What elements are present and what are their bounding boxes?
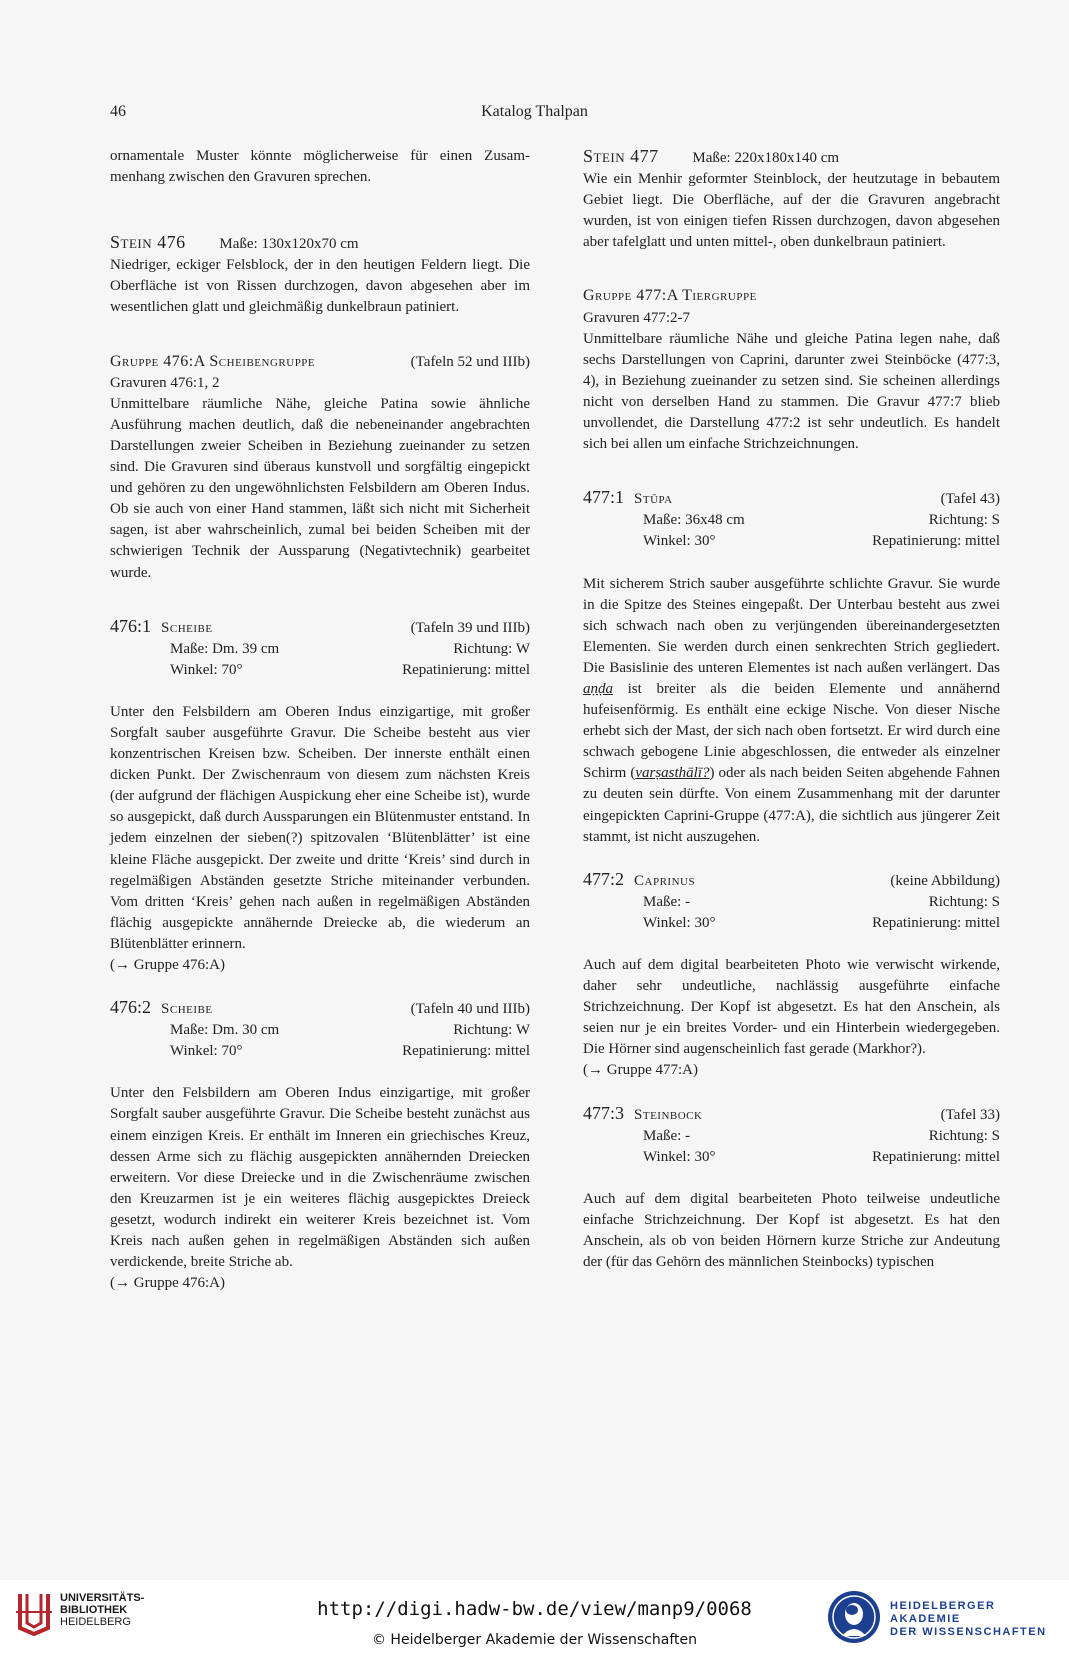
ub-line-1: UNIVERSITÄTS- [60, 1592, 145, 1604]
stein-476-description: Niedriger, eckiger Felsblock, der in den heutigen Feldern liegt. Die Oberfläche ist von Rissen durchzogen, davon abgesehen aber im wesentlichen glatt und gleichmäßig dunkelbraun patiniert. [110, 257, 530, 316]
entry-477-2-meta-row2 [583, 913, 1000, 934]
hadw-line-1: HEIDELBERGER AKADEMIE [890, 1600, 996, 1625]
entry-477-2-repatinierung: Repatinierung: mittel [872, 914, 1000, 931]
copyright-notice: © Heidelberger Akademie der Wissenschaften [371, 1632, 697, 1648]
entry-476-2-masse: Maße: Dm. 30 cm [170, 1022, 280, 1039]
entry-476-1-masse: Maße: Dm. 39 cm [170, 640, 280, 657]
right-column [583, 146, 1000, 1273]
entry-477-2-reference: (→ Gruppe 477:A) [583, 1062, 698, 1079]
entry-477-1-meta-row1 [583, 510, 1000, 531]
entry-477-2-description: Auch auf dem digital bearbeiteten Photo wie verwischt wirkende, daher sehr undeutliche, nachlässig ausgeführte einfache Strichzeichnung. Der Kopf ist abgesetzt. Es hat den Anschein, als seien nur je ein breites Vorder- und ein Hinterbein wiedergegeben. Die Hörner sind augenscheinlich fast gerade (Markhor?). [583, 957, 1000, 1058]
entry-477-1-masse: Maße: 36x48 cm [643, 512, 745, 529]
gruppe-476-heading [110, 351, 530, 373]
gruppe-477-gravuren: Gravuren 477:2-7 [583, 309, 691, 326]
entry-476-1-id: 476:1 [110, 615, 152, 636]
entry-477-2-id: 477:2 [583, 868, 625, 889]
entry-477-1-richtung: Richtung: S [928, 512, 1000, 529]
entry-477-1-tafeln: (Tafel 43) [940, 491, 1000, 508]
entry-477-2-masse: Maße: - [643, 893, 691, 910]
entry-477-3-meta-row2 [583, 1147, 1000, 1168]
page-number: 46 [110, 103, 126, 120]
entry-476-1-repatinierung: Repatinierung: mittel [402, 661, 530, 678]
stein-476-measures: Maße: 130x120x70 cm [219, 236, 359, 253]
left-column [110, 146, 530, 1294]
entry-477-3-heading [583, 1103, 1000, 1126]
footer-bar [0, 1580, 1069, 1659]
stein-477-description: Wie ein Menhir geformter Steinblock, der heutzutage in bebautem Gebiet liegt. Die Oberfläche, auf der die Gravuren angebracht wurden, ist von einigen tiefen Rissen durchzogen, davon abgesehen aber tafelglatt und unten mittel-, oben dunkelbraun patiniert. [583, 171, 1000, 251]
entry-477-3-id: 477:3 [583, 1102, 625, 1123]
intro-paragraph: ornamentale Muster könnte möglicherweise für einen Zusammenhang zwischen den Gravuren sprechen. [110, 148, 530, 186]
stein-476-label: Stein 476 [110, 232, 186, 253]
entry-477-1-text-c: ) oder als nach beiden Seiten abgehende Fahnen zu deuten sein dürfte. Von einem Zusammenhang mit der darunter eingepickten Caprini-Gruppe (477:A), die sichtlich aus jüngerer Zeit stammt, ist nicht auszugehen. [583, 765, 1001, 845]
entry-477-2-richtung: Richtung: S [928, 893, 1000, 910]
gruppe-476-description: Unmittelbare räumliche Nähe, gleiche Patina sowie ähnliche Ausführung machen deutlich, daß die nebeneinander angebrachten Darstellungen zweier Scheiben in Beziehung zueinander zu setzen sind. Die Gravuren sind überaus kunstvoll und sorgfältig eingepickt und gehören zu den ungewöhnlichsten Felsbildern am Oberen Indus. Ob sie auch von einer Hand stammen, läßt sich nicht mit Sicherheit sagen, ist aber wahrscheinlich, zumal bei beiden Scheiben mit der schwierigen Technik der Aussparung (Negativtechnik) gearbeitet wurde. [110, 395, 530, 581]
anda-term: aṇḍa [583, 680, 613, 697]
entry-476-2-meta-row2 [110, 1041, 530, 1062]
academy-seal-icon [826, 1588, 882, 1646]
stein-477-label: Stein 477 [583, 146, 659, 166]
stein-476-heading [110, 232, 530, 255]
entry-476-2-description: Unter den Felsbildern am Oberen Indus einzigartige, mit großer Sorgfalt sauber ausgeführte Gravur. Die Scheibe besteht zunächst aus einem einzigen Kreis. Er enthält im Inneren ein griechisches Kreuz, dessen Arme sich zu flächig ausgepickten annähernden Dreiecken erweitern. Vor diese Dreiecke und in die Zwischenräume zwischen den Kreuzarmen ist je ein weiteres flächig ausgepicktes Dreieck gesetzt, wodurch indirekt ein weiterer Kreis bezeichnet ist. Vom Kreis nach außen gehen in regelmäßigen Abständen sich außen verdickende, breite Striche ab. [110, 1085, 530, 1271]
running-title: Katalog Thalpan [481, 103, 588, 120]
entry-476-2-repatinierung: Repatinierung: mittel [402, 1043, 530, 1060]
entry-476-1-name: Scheibe [161, 619, 213, 636]
entry-477-1-id: 477:1 [583, 487, 625, 508]
entry-476-2-reference: (→ Gruppe 476:A) [110, 1275, 225, 1292]
varsasthali-term: varṣasthālī? [635, 765, 710, 782]
entry-477-1-repatinierung: Repatinierung: mittel [872, 533, 1000, 550]
stein-477-measures: Maße: 220x180x140 cm [692, 150, 840, 166]
entry-477-1-meta-row2 [583, 531, 1000, 552]
entry-476-1-meta-row1 [110, 639, 530, 660]
entry-476-2-meta-row1 [110, 1020, 530, 1041]
entry-477-3-meta-row1 [583, 1126, 1000, 1147]
stein-477-heading [583, 146, 1000, 169]
entry-476-1-heading [110, 616, 530, 639]
gruppe-477-description: Unmittelbare räumliche Nähe und gleiche Patina legen nahe, daß sechs Darstellungen von Caprini, darunter zwei Steinböcke (477:3, 4), in Beziehung zueinander zu setzen sind. Sie scheinen allerdings nicht von derselben Hand zu stammen. Die Gravur 477:7 blieb unvollendet, die Darstellung 477:2 ist sehr undeutlich. Es handelt sich bei allen um einfache Strichzeichnungen. [583, 330, 1000, 453]
entry-476-1-tafeln: (Tafeln 39 und IIIb) [410, 619, 530, 636]
entry-477-2-name: Caprinus [634, 872, 696, 889]
gruppe-476-label: Gruppe 476:A Scheibengruppe [110, 352, 316, 370]
entry-476-2-richtung: Richtung: W [453, 1022, 530, 1039]
entry-476-1-reference: (→ Gruppe 476:A) [110, 957, 225, 973]
entry-477-3-description: Auch auf dem digital bearbeiteten Photo teilweise undeutliche einfache Strichzeichnung. Der Kopf ist abgesetzt. Es hat den Anschein, als ob von beiden Hörnern kurze Striche zur Andeutung der (für das Gehörn des männlichen Steinbocks) typischen [583, 1190, 1000, 1271]
entry-477-2-tafeln: (keine Abbildung) [890, 872, 1000, 889]
entry-477-1-text-b: ist breiter als die beiden Elemente und annähernd hufeisenförmig. Es enthält eine eckige Nische. Von dieser Nische erhebt sich der Mast, der sich nach oben fortsetzt. Er wird durch eine schwach gebogene Linie abgeschlossen, die entweder als einzelner Schirm ( [583, 680, 1000, 782]
entry-477-1-winkel: Winkel: 30° [643, 533, 716, 550]
entry-477-3-richtung: Richtung: S [928, 1127, 1000, 1144]
page-header [0, 103, 1069, 125]
entry-477-2-winkel: Winkel: 30° [643, 914, 716, 931]
entry-477-1-text-a: Mit sicherem Strich sauber ausgeführte schlichte Gravur. Sie wurde in die Spitze des Steines eingepaßt. Der Unterbau besteht aus zwei sich schwach nach oben zu verjüngenden übereinandergesetzten Elementen. Sie werden durch einen senkrechten Strich gegliedert. Die Basislinie des unteren Elementes ist nach außen verlängert. Das [583, 575, 1000, 676]
entry-476-2-heading [110, 997, 530, 1020]
entry-477-3-name: Steinbock [634, 1106, 703, 1123]
entry-476-2-tafeln: (Tafeln 40 und IIIb) [410, 1001, 530, 1018]
gruppe-476-tafeln: (Tafeln 52 und IIIb) [410, 353, 530, 370]
entry-476-2-name: Scheibe [161, 1001, 213, 1018]
entry-477-3-tafeln: (Tafel 33) [940, 1106, 1000, 1123]
entry-477-1-heading [583, 487, 1000, 510]
entry-476-2-winkel: Winkel: 70° [170, 1043, 243, 1060]
entry-476-1-description: Unter den Felsbildern am Oberen Indus einzigartige, mit großer Sorgfalt sauber ausgeführte Gravur. Die Scheibe besteht aus vier konzentrischen Kreisen bzw. Scheiben. Der innerste enthält einen dicken Punkt. Der Zwischenraum von diesem zum nächsten Kreis (der aufgrund der flächigen Auspickung eher eine Scheibe ist), wurde so ausgepickt, daß durch Aussparungen ein Blütenmuster entstand. In jedem einzelnen der sieben(?) spitzovalen ‘Blütenblätter’ ist eine kleine Fläche ausgepickt. Der zweite und dritte ‘Kreis’ sind durch in regelmäßigen Abständen gesetzte Striche miteinander verbunden. Vom dritten ‘Kreis’ gehen nach außen in regelmäßigen Abständen flächig ausgepickte annähernde Dreiecke ab, die wiederum an Blütenblätter erinnern. [110, 703, 530, 952]
entry-477-3-winkel: Winkel: 30° [643, 1148, 716, 1165]
ub-line-3: HEIDELBERG [60, 1616, 131, 1628]
permalink-url[interactable]: http://digi.hadw-bw.de/view/manp9/0068 [317, 1598, 752, 1620]
entry-476-2-id: 476:2 [110, 997, 152, 1018]
gruppe-476-gravuren: Gravuren 476:1, 2 [110, 374, 220, 391]
academy-name [890, 1600, 1069, 1639]
entry-476-1-richtung: Richtung: W [453, 640, 530, 657]
entry-476-1-meta-row2 [110, 660, 530, 681]
ub-line-2: BIBLIOTHEK [60, 1604, 128, 1616]
entry-477-2-heading [583, 869, 1000, 892]
gruppe-477-label: Gruppe 477:A Tiergruppe [583, 287, 757, 305]
entry-476-1-winkel: Winkel: 70° [170, 661, 243, 678]
entry-477-1-description [583, 574, 1000, 848]
gruppe-477-heading [583, 285, 1000, 307]
entry-477-1-name: Stūpa [634, 491, 673, 508]
entry-477-3-repatinierung: Repatinierung: mittel [872, 1148, 1000, 1165]
hadw-line-2: DER WISSENSCHAFTEN [890, 1626, 1047, 1638]
entry-477-2-meta-row1 [583, 892, 1000, 913]
entry-477-3-masse: Maße: - [643, 1127, 691, 1144]
